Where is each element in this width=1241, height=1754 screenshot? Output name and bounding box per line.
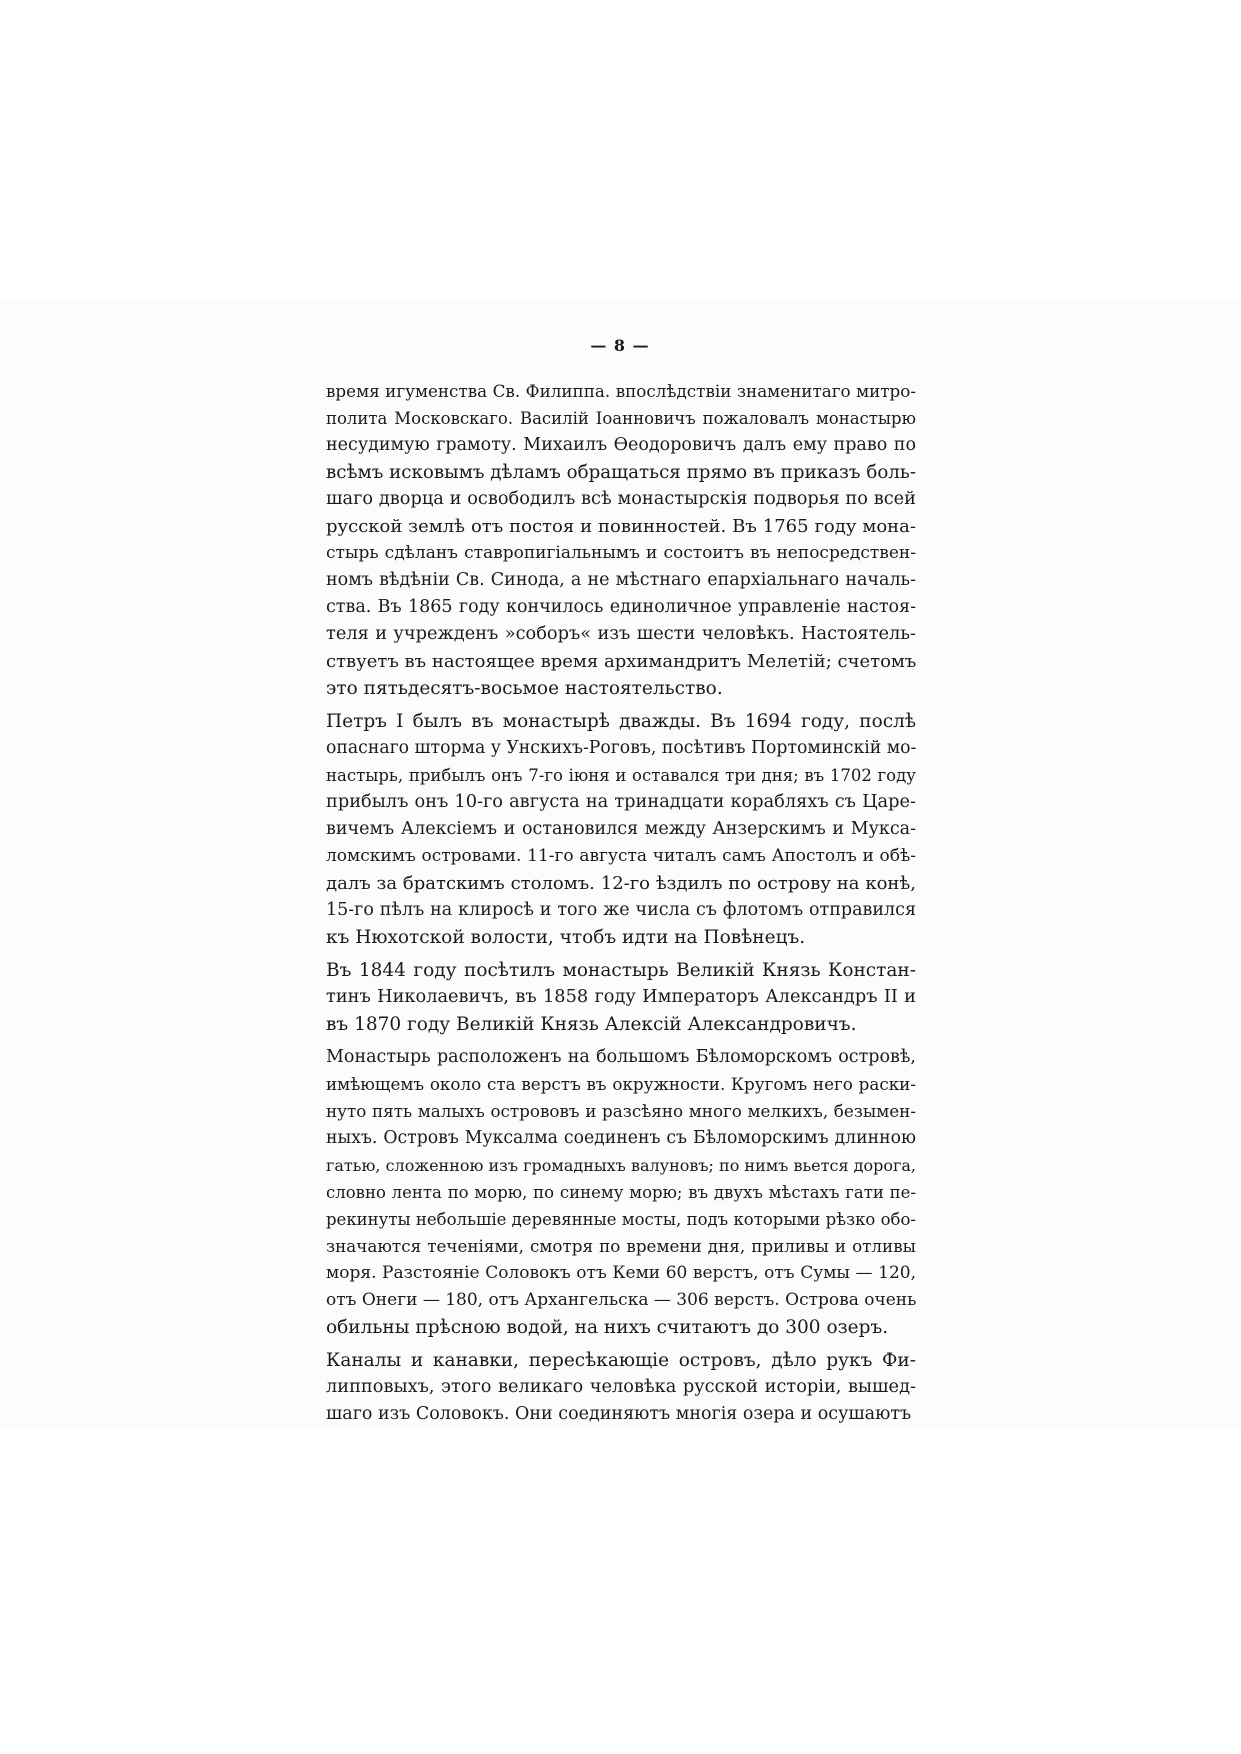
text-line: теля и учрежденъ »соборъ« изъ шести человѣкъ. Настоятель- [326,624,916,644]
text-line: значаются теченіями, смотря по времени дня, приливы и отливы [326,1236,916,1256]
text-line: ломскимъ островами. 11-го августа читалъ самъ Апостолъ и обѣ- [326,846,916,866]
text-line: стырь сдѣланъ ставропигіальнымъ и состоитъ въ непосредствен- [326,543,916,563]
text-line: вичемъ Алексіемъ и остановился между Анзерскимъ и Муксa- [326,819,916,839]
paragraph-4 [326,1044,916,1341]
text-line: тинъ Николаевичъ, въ 1858 году Императоръ Александръ II и [326,987,916,1007]
text-line: далъ за братскимъ столомъ. 12-го ѣздилъ по острову на конѣ, [326,873,916,894]
text-line: ства. Въ 1865 году кончилось единоличное управленіе настоя- [326,597,916,617]
paragraph-2 [326,708,916,951]
paragraph-5 [326,1347,916,1428]
page-number: — 8 — [590,336,650,355]
text-line: Петръ I былъ въ монастырѣ дважды. Въ 1694 году, послѣ [326,711,916,732]
text-line: 15-го пѣлъ на клиросѣ и того же числа съ флотомъ отправился [326,900,916,920]
text-line: русской землѣ отъ постоя и повинностей. Въ 1765 году мона- [326,516,916,537]
text-line: опаснаго шторма у Унскихъ-Роговъ, посѣтивъ Портоминскій мо- [326,738,917,758]
text-line: прибылъ онъ 10-го августа на тринадцати корабляхъ съ Царе- [326,792,916,812]
text-line: номъ вѣдѣніи Св. Синода, а не мѣстнаго епархіальнаго началь- [326,570,916,590]
paragraph-1 [326,378,916,702]
text-line: настырь, прибылъ онъ 7-го іюня и оставался три дня; въ 1702 году [326,766,916,785]
text-line: гатью, сложенною изъ громадныхъ валуновъ; по нимъ вьется дорога, [326,1156,916,1175]
text-line: нуто пять малыхъ острововъ и разсѣяно много мелкихъ, безымен- [326,1101,916,1121]
text-line: къ Нюхотской волости, чтобъ идти на Повѣнецъ. [326,927,806,948]
text-line: ныхъ. Островъ Муксалма соединенъ съ Бѣломорскимъ длинною [326,1128,916,1148]
text-line: липповыхъ, этого великаго человѣка русской исторіи, вышед- [326,1377,916,1397]
text-line: въ 1870 году Великій Князь Алексій Александровичъ. [326,1014,857,1035]
text-line: время игуменства Св. Филиппа. впослѣдствіи знаменитаго митро- [326,381,916,401]
text-line: рекинуты небольшіе деревянные мосты, подъ которыми рѣзко обо- [326,1210,916,1229]
text-line: Въ 1844 году посѣтилъ монастырь Великій Князь Констан- [326,960,916,981]
text-line: это пятьдесятъ-восьмое настоятельство. [326,678,723,699]
text-line: шаго дворца и освободилъ всѣ монастырскія подворья по всей [326,489,916,509]
text-line: всѣмъ исковымъ дѣламъ обращаться прямо въ приказъ боль- [326,462,916,483]
text-line: обильны прѣсною водой, на нихъ считаютъ до 300 озеръ. [326,1317,889,1338]
text-line: шаго изъ Соловокъ. Они соединяютъ многія озера и осушаютъ [326,1404,912,1424]
paragraph-3 [326,957,916,1038]
text-line: несудимую грамоту. Михаилъ Ѳеодоровичъ далъ ему право по [326,435,916,455]
text-line: ствуетъ въ настоящее время архимандритъ Мелетій; счетомъ [326,651,917,672]
text-line: отъ Онеги — 180, отъ Архангельска — 306 верстъ. Острова очень [326,1290,917,1310]
text-line: Каналы и канавки, пересѣкающіе островъ, дѣло рукъ Фи- [326,1350,916,1371]
text-line: имѣющемъ около ста верстъ въ окружности. Кругомъ него раски- [326,1074,916,1094]
text-line: словно лента по морю, по синему морю; въ двухъ мѣстахъ гати пе- [326,1183,916,1202]
text-line: моря. Разстояніе Соловокъ отъ Кеми 60 верстъ, отъ Сумы — 120, [326,1263,916,1283]
text-line: полита Московскаго. Василій Іоанновичъ пожаловалъ монастырю [326,409,916,428]
body-text [326,378,916,1428]
text-line: Монастырь расположенъ на большомъ Бѣломорскомъ островѣ, [326,1047,916,1067]
